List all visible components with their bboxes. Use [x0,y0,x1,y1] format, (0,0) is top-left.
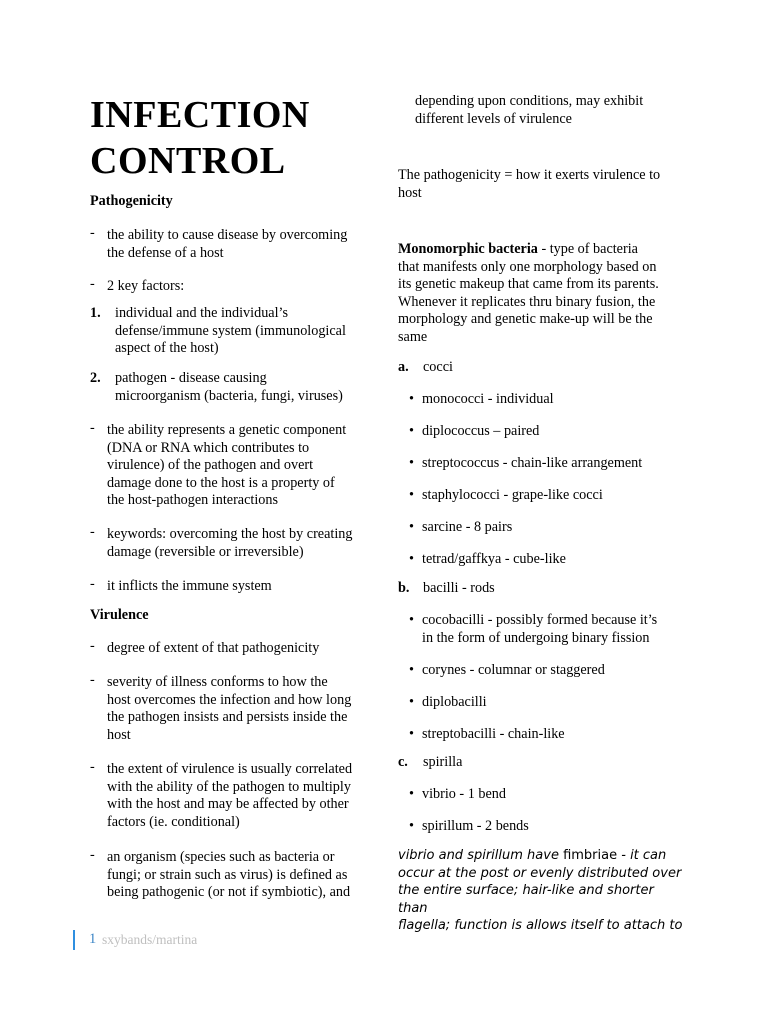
list-item: - an organism (species such as bacteria or fungi; or strain such as virus) is defined as being pathogenic (or not if symbiotic), and [90,847,351,901]
dash-marker: - [90,759,95,775]
pathogenicity-heading: Pathogenicity [90,193,173,209]
bullet-item: • streptococcus - chain-like arrangement [409,455,643,471]
continued-text: depending upon conditions, may exhibit different levels of virulence [415,93,644,127]
dash-marker: - [90,638,95,654]
bullet-marker: • [409,551,414,567]
footer-author: sxybands/martina [102,932,198,947]
list-item: - severity of illness conforms to how the host overcomes the infection and how long the pathogen insists and persists inside the host [90,672,352,743]
dash-marker: - [90,524,95,540]
bullet-marker: • [409,786,414,802]
pathogenicity-definition: The pathogenicity = how it exerts virulence to host [398,167,661,201]
lettered-item-c: c. spirilla [398,754,463,770]
bullet-item: • tetrad/gaffkya - cube-like [409,551,566,567]
bullet-item: • sarcine - 8 pairs [409,519,513,535]
bullet-item: • streptobacilli - chain-like [409,726,565,742]
letter-marker: a. [398,359,409,375]
page-number: 1 [89,931,97,947]
list-item: - 2 key factors: [90,276,185,294]
list-item: - the ability represents a genetic component (DNA or RNA which contributes to virulence) of the pathogen and overt damage done to the host is a property of the host-pathogen interactions [90,420,347,509]
bullet-marker: • [409,455,414,471]
bullet-item: • corynes - columnar or staggered [409,662,605,678]
bullet-marker: • [409,694,414,710]
number-marker: 1. [90,305,101,321]
bullet-marker: • [409,726,414,742]
bullet-marker: • [409,818,414,834]
bullet-item: • cocobacilli - possibly formed because it’s in the form of undergoing binary fission [409,612,658,646]
lettered-item-b: b. bacilli - rods [398,580,495,596]
list-item: - it inflicts the immune system [90,576,272,594]
list-item: - the ability to cause disease by overcoming the defense of a host [90,225,348,261]
letter-marker: b. [398,580,410,596]
dash-marker: - [90,672,95,688]
page-title: INFECTION CONTROL [90,94,310,182]
bullet-item: • staphylococci - grape-like cocci [409,487,603,503]
monomorphic-definition: Monomorphic bacteria - type of bacteria that manifests only one morphology based on its genetic makeup that came from its parents. Whenever it replicates thru binary fusion, the morphology and genetic make-up will be the same [398,241,659,345]
dash-marker: - [90,276,95,292]
fimbriae-note: vibrio and spirillum have fimbriae - it can occur at the post or evenly distributed over the entire surface; hair-like and shorter than flagella; function is allows itself to attach to [398,848,683,934]
dash-marker: - [90,225,95,241]
bullet-marker: • [409,423,414,439]
number-marker: 2. [90,370,101,386]
footer-accent-bar [73,930,75,950]
bullet-item: • monococci - individual [409,391,554,407]
dash-marker: - [90,847,95,863]
bullet-marker: • [409,519,414,535]
lettered-item-a: a. cocci [398,359,453,375]
letter-marker: c. [398,754,408,770]
list-item: - degree of extent of that pathogenicity [90,638,320,656]
list-item: - keywords: overcoming the host by creating damage (reversible or irreversible) [90,524,353,560]
bullet-item: • spirillum - 2 bends [409,818,529,834]
monomorphic-term: Monomorphic bacteria [398,241,538,257]
bullet-item: • vibrio - 1 bend [409,786,506,802]
virulence-heading: Virulence [90,607,149,623]
numbered-item: 1. individual and the individual’s defense/immune system (immunological aspect of the host) [90,305,346,357]
bullet-item: • diplobacilli [409,694,487,710]
numbered-item: 2. pathogen - disease causing microorganism (bacteria, fungi, viruses) [90,370,343,404]
bullet-marker: • [409,487,414,503]
list-item: - the extent of virulence is usually correlated with the ability of the pathogen to multiply with the host and may be affected by other factors (ie. conditional) [90,759,353,830]
dash-marker: - [90,420,95,436]
bullet-marker: • [409,662,414,678]
bullet-item: • diplococcus – paired [409,423,540,439]
dash-marker: - [90,576,95,592]
bullet-marker: • [409,391,414,407]
bullet-marker: • [409,612,414,628]
